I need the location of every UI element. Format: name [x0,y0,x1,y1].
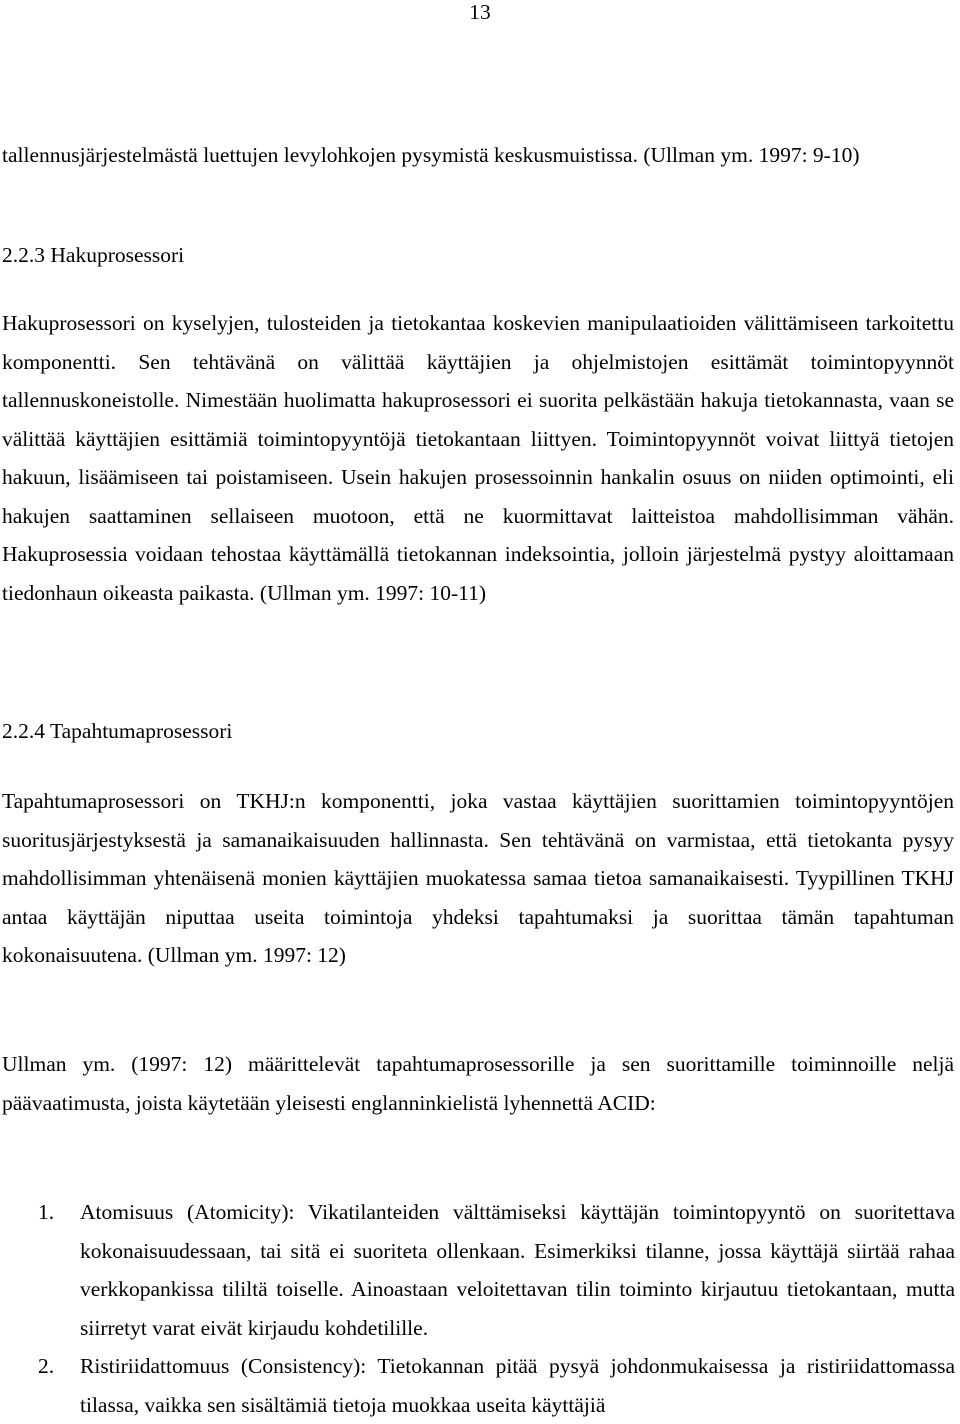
tapahtumaprosessori-paragraph: Tapahtumaprosessori on TKHJ:n komponentti, joka vastaa käyttäjien suorittamien toimintopyyntöjen suoritusjärjestyksestä ja samanaikaisuuden hallinnasta. Sen tehtävänä on varmistaa, että tietokanta pysyy mahdollisimman yhtenäisenä monien käyttäjien muokatessa samaa tietoa samanaikaisesti. Tyypillinen TKHJ antaa käyttäjän niputtaa useita toimintoja yhdeksi tapahtumaksi ja suorittaa tämän tapahtuman kokonaisuutena. (Ullman ym. 1997: 12) [2,789,954,967]
list-item-number: 1. [38,1200,55,1224]
list-item [0,1193,955,1347]
section-heading-tapahtumaprosessori: 2.2.4 Tapahtumaprosessori [2,719,233,743]
section-heading-hakuprosessori: 2.2.3 Hakuprosessori [2,243,185,267]
section-heading-block [2,712,954,751]
list-item-text: Atomisuus (Atomicity): Vikatilanteiden välttämiseksi käyttäjän toimintopyyntö on suoritettava kokonaisuudessaan, tai sitä ei suoriteta ollenkaan. Esimerkiksi tilanne, jossa käyttäjä siirtää rahaa verkkopankissa tililtä toiselle. Ainoastaan veloitettavan tilin toiminto kirjautuu tietokantaan, mutta siirretyt varat eivät kirjaudu kohdetilille. [80,1200,955,1340]
list-item [0,1347,955,1424]
intro-paragraph-block [2,136,954,175]
intro-paragraph: tallennusjärjestelmästä luettujen levylohkojen pysymistä keskusmuistissa. (Ullman ym. 1997: 9-10) [2,143,860,167]
acid-paragraph-block [2,1045,954,1122]
acid-list [0,1193,960,1424]
hakuprosessori-paragraph: Hakuprosessori on kyselyjen, tulosteiden ja tietokantaa koskevien manipulaatioiden välittämiseen tarkoitettu komponentti. Sen tehtävänä on välittää käyttäjien ja ohjelmistojen esittämät toimintopyynnöt tallennuskoneistolle. Nimestään huolimatta hakuprosessori ei suorita pelkästään hakuja tietokannasta, vaan se välittää käyttäjien esittämiä toimintopyyntöjä tietokantaan liittyen. Toimintopyynnöt voivat liittyä tietojen hakuun, lisäämiseen tai poistamiseen. Usein hakujen prosessoinnin hankalin osuus on niiden optimointi, eli hakujen saattaminen sellaiseen muotoon, että ne kuormittavat laitteistoa mahdollisimman vähän. Hakuprosessia voidaan tehostaa käyttämällä tietokannan indeksointia, jolloin järjestelmä pystyy aloittamaan tiedonhaun oikeasta paikasta. (Ullman ym. 1997: 10-11) [2,311,954,605]
acid-intro-paragraph: Ullman ym. (1997: 12) määrittelevät tapahtumaprosessorille ja sen suorittamille toiminnoille neljä päävaatimusta, joista käytetään yleisesti englanninkielistä lyhennettä ACID: [2,1052,954,1115]
list-item-text: Ristiriidattomuus (Consistency): Tietokannan pitää pysyä johdonmukaisessa ja ristiriidattomassa tilassa, vaikka sen sisältämiä tietoja muokkaa useita käyttäjiä [80,1354,955,1417]
list-item-number: 2. [38,1354,55,1378]
tapahtumaprosessori-paragraph-block [2,782,954,975]
section-heading-block [2,236,954,275]
page-number: 13 [469,0,491,24]
hakuprosessori-paragraph-block [2,304,954,612]
